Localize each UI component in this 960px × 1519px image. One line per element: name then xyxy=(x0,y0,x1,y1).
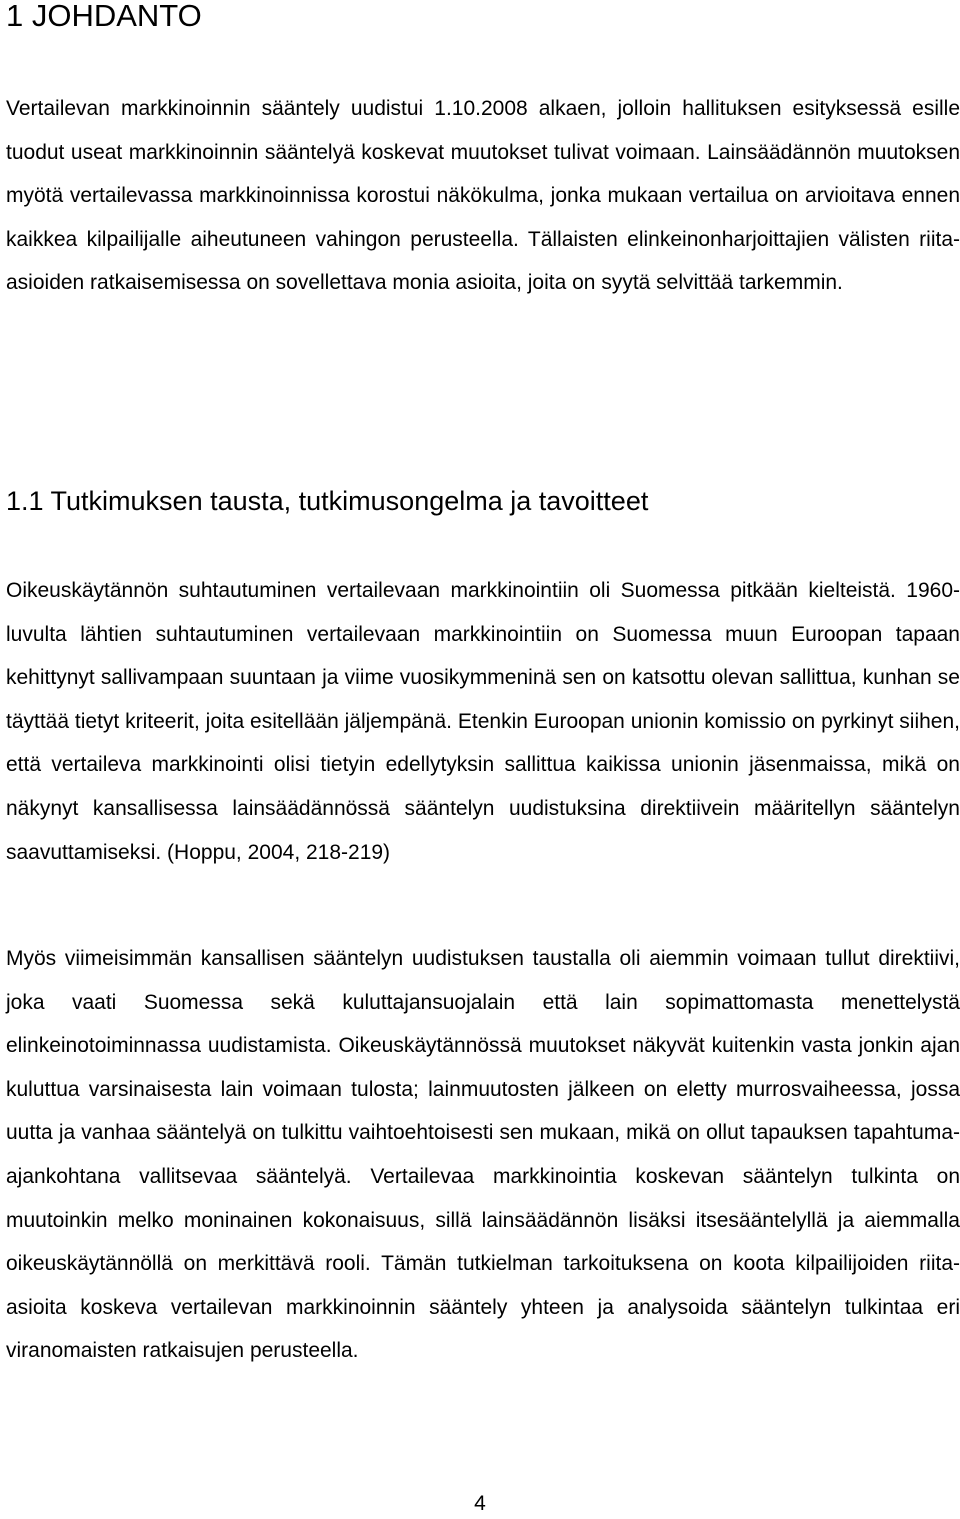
paragraph-aim: Myös viimeisimmän kansallisen sääntelyn uudistuksen taustalla oli aiemmin voimaan tullut direktiivi, joka vaati Suomessa sekä kuluttajansuojalain että lain sopimattomasta menettelystä elinkeinotoiminnassa uudistamista. Oikeuskäytännössä muutokset näkyvät kuitenkin vasta jonkin ajan kuluttua varsinaisesta lain voimaan tulosta; lainmuutosten jälkeen on eletty murrosvaiheessa, jossa uutta ja vanhaa sääntelyä on tulkittu vaihtoehtoisesti sen mukaan, mikä on ollut tapauksen tapahtuma-ajankohtana vallitsevaa sääntelyä. Vertailevaa markkinointia koskevan sääntelyn tulkinta on muutoinkin melko moninainen kokonaisuus, sillä lainsäädännön lisäksi itsesääntelyllä ja aiemmalla oikeuskäytännöllä on merkittävä rooli. Tämän tutkielman tarkoituksena on koota kilpailijoiden riita-asioita koskeva vertailevan markkinoinnin sääntely yhteen ja analysoida sääntelyn tulkintaa eri viranomaisten ratkaisujen perusteella. xyxy=(6,947,960,1363)
paragraph-background: Oikeuskäytännön suhtautuminen vertailevaan markkinointiin oli Suomessa pitkään kielteistä. 1960-luvulta lähtien suhtautuminen vertailevaan markkinointiin on Suomessa muun Euroopan tapaan kehittynyt sallivampaan suuntaan ja viime vuosikymmeninä sen on katsottu olevan sallittua, kunhan se täyttää tietyt kriteerit, joita esitellään jäljempänä. Etenkin Euroopan unionin komissio on pyrkinyt siihen, että vertaileva markkinointi olisi tietyin edellytyksin sallittua kaikissa unionin jäsenmaissa, mikä on näkynyt kansallisessa lainsäädännössä sääntelyn uudistuksina direktiivein määritellyn sääntelyn saavuttamiseksi. (Hoppu, 2004, 218-219) xyxy=(6,579,960,864)
page-number: 4 xyxy=(474,1492,486,1515)
chapter-heading: 1 JOHDANTO xyxy=(6,0,202,33)
section-heading: 1.1 Tutkimuksen tausta, tutkimusongelma ja tavoitteet xyxy=(6,486,649,516)
paragraph-intro: Vertailevan markkinoinnin sääntely uudistui 1.10.2008 alkaen, jolloin hallituksen esityksessä esille tuodut useat markkinoinnin sääntelyä koskevat muutokset tulivat voimaan. Lainsäädännön muutoksen myötä vertailevassa markkinoinnissa korostui näkökulma, jonka mukaan vertailua on arvioitava ennen kaikkea kilpailijalle aiheutuneen vahingon perusteella. Tällaisten elinkeinonharjoittajien välisten riita-asioiden ratkaisemisessa on sovellettava monia asioita, joita on syytä selvittää tarkemmin. xyxy=(6,97,960,295)
